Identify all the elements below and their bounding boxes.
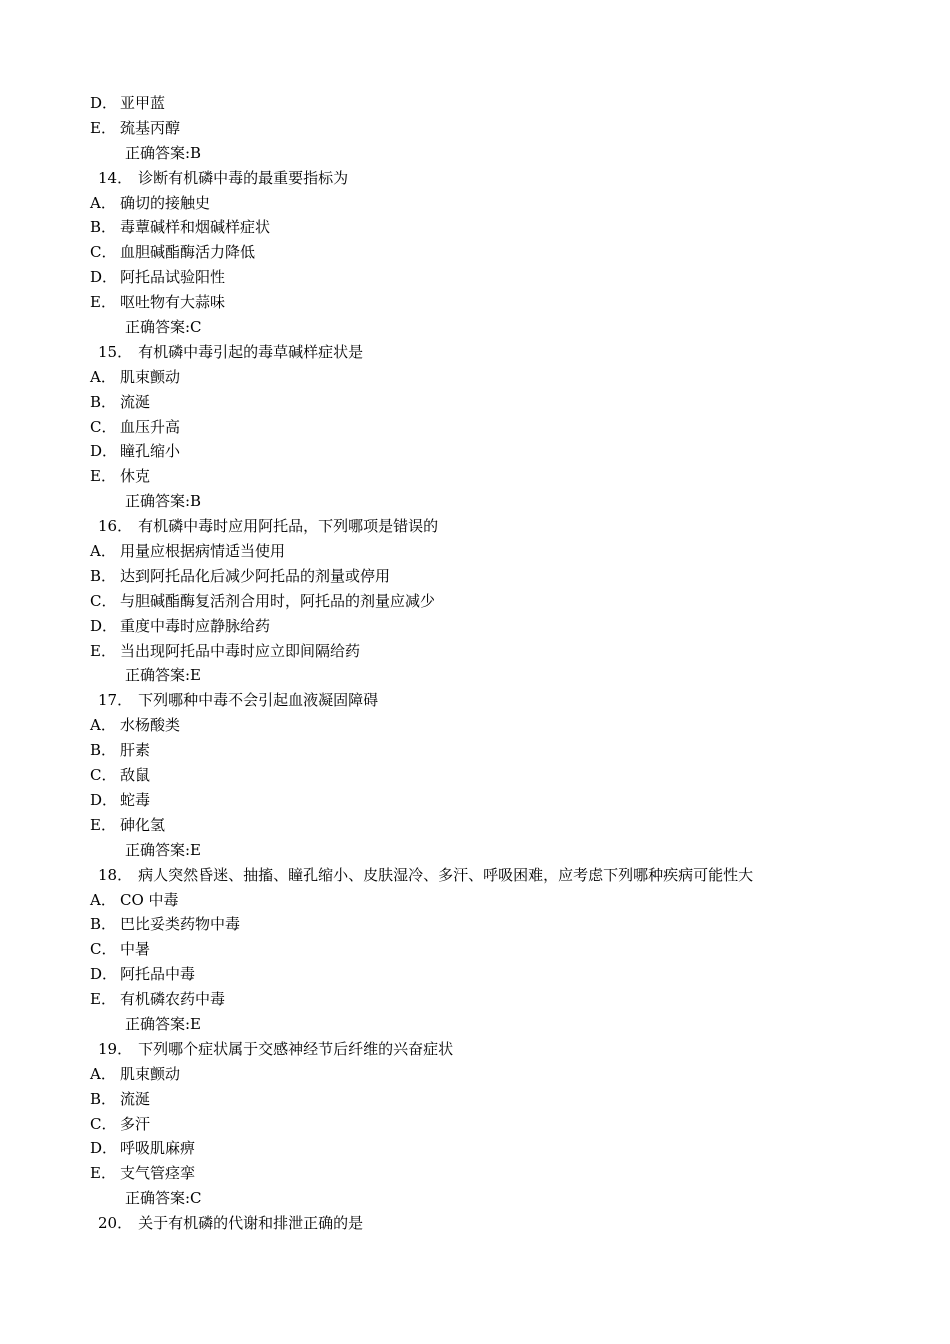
option-letter: D． [90,616,118,635]
option-letter: E． [90,118,116,137]
option-letter: C． [90,243,117,262]
option-letter: B． [90,915,117,934]
answer-line: 正确答案:B [125,143,202,162]
option-text: 亚甲蓝 [120,94,166,112]
option-text: 水杨酸类 [120,716,181,735]
question-number: 20． [98,1214,133,1233]
question-number: 19． [98,1039,133,1058]
question-stem: 关于有机磷的代谢和排泄正确的是 [138,1214,364,1233]
option-letter: C． [90,417,117,436]
option-letter: D． [90,965,118,984]
option-letter: E． [90,467,116,486]
option-letter: B． [90,1089,117,1108]
option-text: 巯基丙醇 [120,118,181,137]
answer-line: 正确答案:B [125,492,202,511]
question-stem: 下列哪种中毒不会引起血液凝固障碍 [138,691,379,710]
option-line [90,962,910,987]
option-letter: E． [90,815,116,834]
question-number: 14． [98,168,133,187]
question-number: 16． [98,517,133,536]
option-letter: A． [90,890,116,909]
option-letter: D． [90,790,118,809]
document-body [90,91,910,1236]
option-letter: E． [90,641,116,660]
option-text: 流涎 [120,1089,151,1108]
option-letter: E． [90,293,116,312]
option-text: 敌鼠 [120,766,151,785]
option-letter: B． [90,741,117,760]
option-letter: D． [90,268,118,287]
option-line [90,1062,910,1087]
option-text: 达到阿托品化后减少阿托品的剂量或停用 [120,566,391,585]
option-text: 阿托品中毒 [120,965,196,984]
answer-line: 正确答案:E [125,840,202,859]
question-number: 18． [98,865,133,884]
option-line [90,464,910,489]
option-letter: A． [90,716,116,735]
question-stem: 诊断有机磷中毒的最重要指标为 [138,168,349,187]
option-letter: A． [90,1064,116,1083]
option-line [90,1087,910,1112]
option-text: 多汗 [120,1114,151,1133]
option-line [90,415,910,440]
question-line [90,688,910,713]
option-text: 与胆碱酯酶复活剂合用时，阿托品的剂量应减少 [120,591,436,610]
option-line [90,1112,910,1137]
question-stem: 有机磷中毒时应用阿托品，下列哪项是错误的 [138,517,439,536]
option-letter: B． [90,218,117,237]
answer-line: 正确答案:C [125,1189,202,1208]
question-line [90,863,910,888]
option-line [90,116,910,141]
option-line [90,365,910,390]
option-text: 阿托品试验阳性 [120,268,226,287]
option-text: 血胆碱酯酶活力降低 [120,243,256,262]
question-line [90,1037,910,1062]
question-number: 15． [98,342,133,361]
option-letter: C． [90,591,117,610]
option-text: 毒蕈碱样和烟碱样症状 [120,218,271,237]
option-letter: A． [90,367,116,386]
option-line [90,240,910,265]
option-line [90,987,910,1012]
option-letter: B． [90,566,117,585]
option-text: CO 中毒 [120,890,179,909]
option-line [90,265,910,290]
option-text: 呼吸肌麻痹 [120,1139,196,1158]
option-text: 中暑 [120,940,151,959]
option-line [90,1136,910,1161]
question-line [90,514,910,539]
option-line [90,91,910,116]
option-line [90,539,910,564]
option-text: 确切的接触史 [120,193,211,212]
option-line [90,1161,910,1186]
option-letter: A． [90,193,116,212]
option-line [90,589,910,614]
question-stem: 病人突然昏迷、抽搐、瞳孔缩小、皮肤湿冷、多汗、呼吸困难，应考虑下列哪种疾病可能性大 [138,865,754,884]
option-line [90,614,910,639]
option-text: 有机磷农药中毒 [120,990,226,1009]
option-text: 用量应根据病情适当使用 [120,542,286,561]
option-letter: C． [90,940,117,959]
option-text: 瞳孔缩小 [120,442,181,461]
option-letter: E． [90,1164,116,1183]
option-text: 当出现阿托品中毒时应立即间隔给药 [120,641,361,660]
option-line [90,788,910,813]
option-line [90,215,910,240]
option-text: 砷化氢 [120,815,166,834]
option-text: 肝素 [120,741,151,760]
option-line [90,439,910,464]
option-letter: C． [90,1114,117,1133]
option-text: 重度中毒时应静脉给药 [120,616,271,635]
option-text: 巴比妥类药物中毒 [120,915,241,934]
option-letter: D． [90,94,118,112]
option-text: 肌束颤动 [120,367,181,386]
option-text: 流涎 [120,392,151,411]
question-stem: 下列哪个症状属于交感神经节后纤维的兴奋症状 [138,1039,454,1058]
option-line [90,191,910,216]
option-letter: C． [90,766,117,785]
question-line [90,340,910,365]
option-line [90,937,910,962]
option-text: 支气管痉挛 [120,1164,196,1183]
question-line [90,1211,910,1236]
answer-line: 正确答案:E [125,666,202,685]
option-letter: D． [90,1139,118,1158]
option-line [90,290,910,315]
answer-line: 正确答案:C [125,318,202,337]
option-line [90,564,910,589]
answer-line: 正确答案:E [125,1014,202,1033]
option-text: 肌束颤动 [120,1064,181,1083]
option-line [90,888,910,913]
option-line [90,390,910,415]
question-number: 17． [98,691,133,710]
option-line [90,639,910,664]
option-letter: D． [90,442,118,461]
option-letter: A． [90,542,116,561]
option-letter: E． [90,990,116,1009]
question-stem: 有机磷中毒引起的毒草碱样症状是 [138,342,364,361]
option-line [90,713,910,738]
option-letter: B． [90,392,117,411]
option-line [90,813,910,838]
question-line [90,166,910,191]
option-text: 呕吐物有大蒜味 [120,293,226,312]
option-text: 血压升高 [120,417,181,436]
option-line [90,738,910,763]
option-text: 休克 [120,467,151,486]
option-text: 蛇毒 [120,790,151,809]
option-line [90,763,910,788]
option-line [90,912,910,937]
